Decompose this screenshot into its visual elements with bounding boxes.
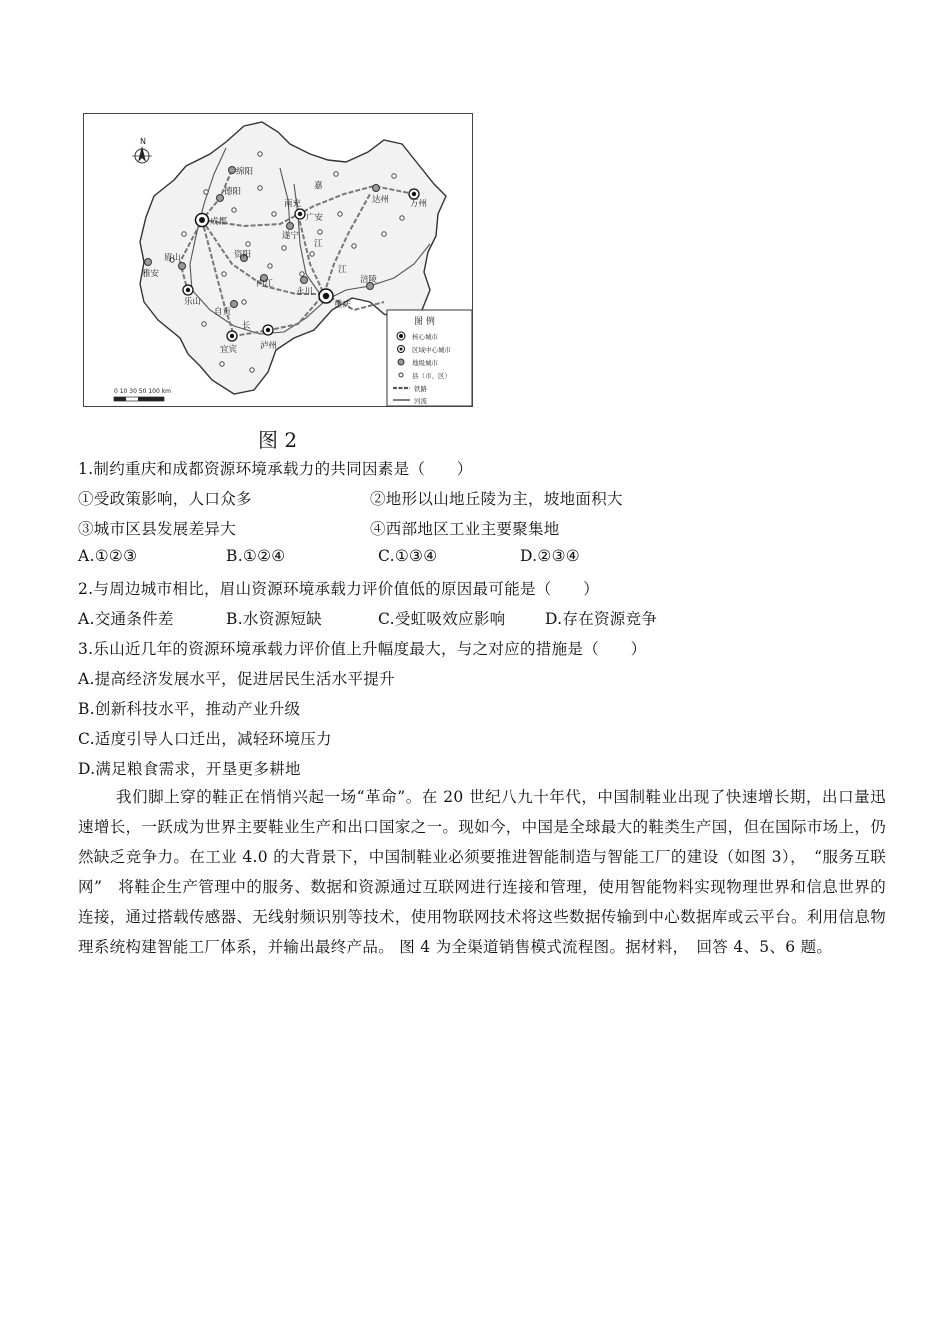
svg-text:泸州: 泸州 — [260, 341, 278, 351]
svg-text:眉山: 眉山 — [164, 253, 182, 263]
question-3-stem: 3.乐山近几年的资源环境承载力评价值上升幅度最大，与之对应的措施是（ ） — [78, 640, 647, 658]
svg-text:嘉: 嘉 — [314, 181, 323, 191]
svg-text:资阳: 资阳 — [234, 250, 252, 260]
svg-text:区域中心城市: 区域中心城市 — [412, 346, 451, 354]
figure-caption: 图 2 — [258, 428, 298, 452]
svg-text:江: 江 — [338, 265, 347, 275]
region-map — [83, 113, 473, 407]
svg-text:绵阳: 绵阳 — [236, 167, 254, 177]
question-3-option-a: A.提高经济发展水平，促进居民生活水平提升 — [78, 670, 395, 688]
map-svg — [84, 114, 473, 407]
svg-text:雅安: 雅安 — [142, 269, 160, 279]
svg-text:永川: 永川 — [296, 287, 314, 297]
svg-text:核心城市: 核心城市 — [412, 333, 438, 341]
svg-text:N: N — [140, 137, 146, 146]
svg-text:铁路: 铁路 — [414, 385, 427, 393]
question-3-option-b: B.创新科技水平，推动产业升级 — [78, 700, 301, 718]
question-1-stem: 1.制约重庆和成都资源环境承载力的共同因素是（ ） — [78, 460, 473, 478]
svg-text:河流: 河流 — [414, 397, 427, 405]
map-legend — [387, 310, 472, 406]
question-2-option-d: D.存在资源竞争 — [545, 610, 658, 628]
question-1-option-a: A.①②③ — [78, 547, 138, 565]
question-1-option-c: C.①③④ — [378, 547, 438, 565]
svg-text:宜宾: 宜宾 — [220, 345, 238, 355]
question-3-option-d: D.满足粮食需求，开垦更多耕地 — [78, 760, 301, 778]
svg-text:成都: 成都 — [210, 217, 228, 227]
svg-text:达州: 达州 — [372, 195, 390, 205]
question-2-option-a: A.交通条件差 — [78, 610, 174, 628]
question-1-statement: ③城市区县发展差异大 — [78, 520, 237, 538]
svg-text:长: 长 — [242, 321, 251, 331]
svg-text:广安: 广安 — [306, 213, 324, 223]
question-1-option-d: D.②③④ — [520, 547, 580, 565]
question-3-option-c: C.适度引导人口迁出，减轻环境压力 — [78, 730, 332, 748]
svg-text:自贡: 自贡 — [214, 307, 232, 317]
svg-text:图 例: 图 例 — [414, 317, 435, 327]
svg-text:内江: 内江 — [256, 279, 274, 289]
question-1-statement: ②地形以山地丘陵为主，坡地面积大 — [370, 490, 623, 508]
svg-text:0 10 30 50 100 km: 0 10 30 50 100 km — [114, 388, 172, 395]
question-2-stem: 2.与周边城市相比，眉山资源环境承载力评价值低的原因最可能是（ ） — [78, 580, 599, 598]
svg-text:万州: 万州 — [410, 199, 428, 209]
svg-text:涪陵: 涪陵 — [360, 275, 378, 285]
svg-text:德阳: 德阳 — [224, 187, 242, 197]
question-1-statement: ①受政策影响，人口众多 — [78, 490, 252, 508]
question-1-option-b: B.①②④ — [226, 547, 286, 565]
svg-text:遂宁: 遂宁 — [282, 231, 300, 241]
scale-bar — [114, 388, 171, 401]
svg-text:地级城市: 地级城市 — [412, 359, 438, 367]
question-1-statement: ④西部地区工业主要聚集地 — [370, 520, 560, 538]
svg-text:县（市、区）: 县（市、区） — [412, 372, 451, 380]
svg-text:重庆: 重庆 — [334, 300, 352, 310]
question-2-option-c: C.受虹吸效应影响 — [378, 610, 506, 628]
question-2-option-b: B.水资源短缺 — [226, 610, 322, 628]
north-arrow-icon — [132, 137, 152, 163]
svg-text:江: 江 — [314, 239, 323, 249]
reading-passage: 我们脚上穿的鞋正在悄悄兴起一场“革命”。在 20 世纪八九十年代，中国制鞋业出现了快速增长期，出口量迅速增长，一跃成为世界主要鞋业生产和出口国家之一。现如今，中国是全球最大的鞋类生产国，但在国际市场上，仍然缺乏竞争力。在工业 4.0 的大背景下，中国制鞋业必须要推进智能制造与智能工厂的建设（如图 3）， “服务互联网” 将鞋企生产管理中的服务、数据和资源通过互联网进行连接和管理，使用智能物料实现物理世界和信息世界的连接，通过搭载传感器、无线射频识别等技术，使用物联网技术将这些数据传输到中心数据库或云平台。利用信息物理系统构建智能工厂体系，并输出最终产品。 图 4 为全渠道销售模式流程图。据材料， 回答 4、5、6 题。 — [78, 788, 886, 956]
svg-text:乐山: 乐山 — [184, 297, 202, 307]
svg-text:南充: 南充 — [284, 199, 302, 209]
